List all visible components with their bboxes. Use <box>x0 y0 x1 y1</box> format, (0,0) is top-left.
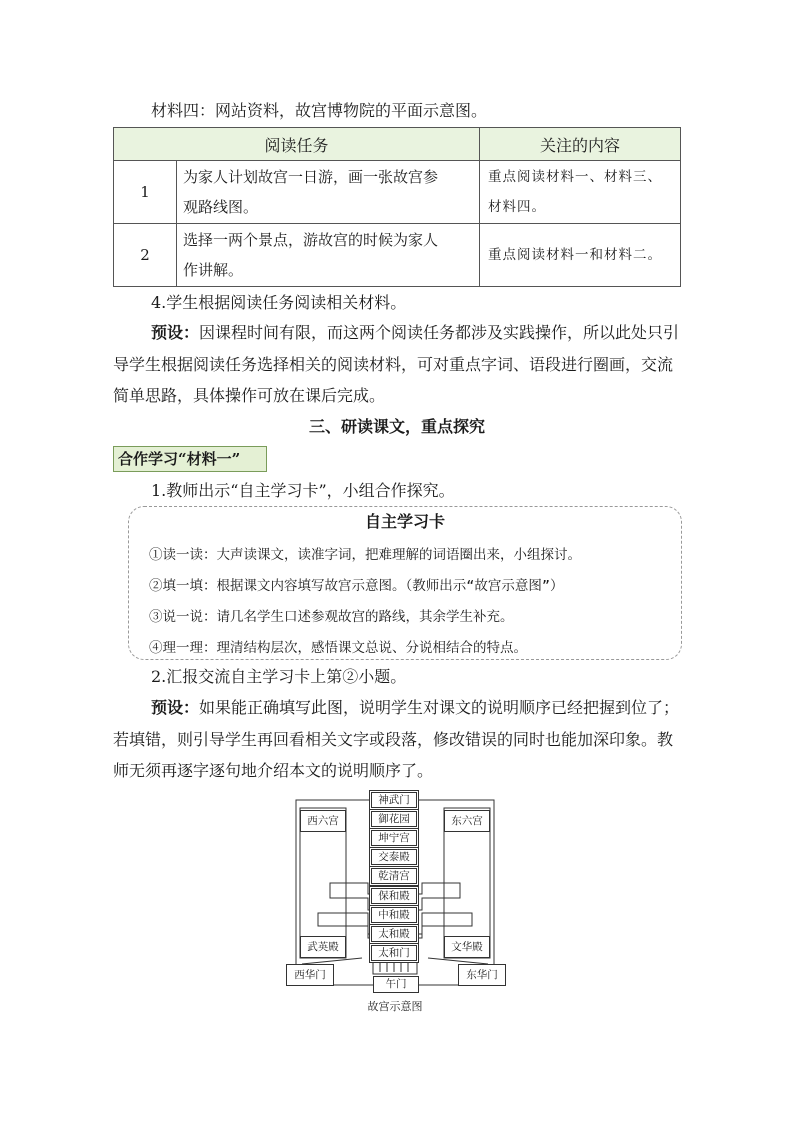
box-label: 太和殿 <box>371 926 417 942</box>
table-row <box>114 161 681 224</box>
section-heading: 三、研读课文，重点探究 <box>308 417 485 436</box>
table-header-row <box>114 128 681 161</box>
diagram-caption: 故宫示意图 <box>367 1000 423 1013</box>
section-tag: 合作学习“材料一” <box>113 446 267 472</box>
preset-label: 预设： <box>151 323 200 342</box>
taihe-hall <box>369 924 419 944</box>
box-label: 中和殿 <box>371 907 417 923</box>
step-4: 4.学生根据阅读任务阅读相关材料。 <box>151 293 407 312</box>
material-four-intro: 材料四：网站资料，故宫博物院的平面示意图。 <box>151 101 488 120</box>
row-task <box>177 161 480 224</box>
donghua-gate: 东华门 <box>458 964 506 986</box>
xihua-gate: 西华门 <box>286 964 334 986</box>
box-label: 御花园 <box>371 811 417 827</box>
zhonghe-hall <box>369 905 419 925</box>
box-label: 神武门 <box>371 792 417 808</box>
header-reading-task: 阅读任务 <box>114 128 480 161</box>
row-number: 2 <box>114 224 177 287</box>
box-label: 坤宁宫 <box>371 830 417 846</box>
taihe-gate <box>369 943 419 963</box>
preset-label: 预设： <box>151 698 200 717</box>
east-six-palaces: 东六宫 <box>444 810 490 832</box>
row-focus <box>480 224 681 287</box>
jiaotai-hall <box>369 847 419 867</box>
preset-paragraph-2-line2: 若填错，则引导学生再回看相关文字或段落，修改错误的同时也能加深印象。教 <box>113 730 674 749</box>
focus-line: 材料四。 <box>488 199 546 215</box>
reading-task-table <box>113 127 681 287</box>
box-label: 太和门 <box>371 945 417 961</box>
card-item: ④理一理：理清结构层次，感悟课文总说、分说相结合的特点。 <box>149 640 527 656</box>
preset-paragraph-1 <box>151 319 679 347</box>
preset-paragraph-1-line3: 简单思路，具体操作可放在课后完成。 <box>113 386 386 405</box>
box-label: 交泰殿 <box>371 849 417 865</box>
forbidden-city-diagram <box>280 786 510 1016</box>
task-line: 观路线图。 <box>183 198 259 216</box>
kunning-palace <box>369 828 419 848</box>
row-task <box>177 224 480 287</box>
preset-paragraph-2-line3: 师无须再逐字逐句地介绍本文的说明顺序了。 <box>113 761 434 780</box>
card-item: ①读一读：大声读课文，读准字词，把难理解的词语圈出来，小组探讨。 <box>149 547 581 563</box>
task-line: 选择一两个景点，游故宫的时候为家人 <box>183 231 439 249</box>
card-title: 自主学习卡 <box>364 512 445 531</box>
box-label: 乾清宫 <box>371 868 417 884</box>
row-focus <box>480 161 681 224</box>
shenwu-gate <box>369 790 419 810</box>
baohe-hall <box>369 886 419 906</box>
imperial-garden <box>369 809 419 829</box>
step-1: 1.教师出示“自主学习卡”，小组合作探究。 <box>151 481 455 500</box>
task-line: 为家人计划故宫一日游，画一张故宫参 <box>183 168 439 186</box>
focus-line: 重点阅读材料一和材料二。 <box>488 247 662 263</box>
card-item: ②填一填：根据课文内容填写故宫示意图。（教师出示“故宫示意图”） <box>149 578 564 594</box>
qianqing-palace <box>369 866 419 886</box>
step-2: 2.汇报交流自主学习卡上第②小题。 <box>151 667 407 686</box>
wenhua-hall: 文华殿 <box>444 936 490 958</box>
table-row <box>114 224 681 287</box>
preset-paragraph-2 <box>151 694 679 722</box>
box-label: 保和殿 <box>371 888 417 904</box>
task-line: 作讲解。 <box>183 261 244 279</box>
wu-gate: 午门 <box>373 976 419 993</box>
self-study-card <box>128 506 682 660</box>
preset-text: 如果能正确填写此图，说明学生对课文的说明顺序已经把握到位了； <box>199 698 680 717</box>
card-item: ③说一说：请几名学生口述参观故宫的路线，其余学生补充。 <box>149 609 514 625</box>
header-focus-content: 关注的内容 <box>480 128 681 161</box>
wuying-hall: 武英殿 <box>300 936 346 958</box>
preset-paragraph-1-line2: 导学生根据阅读任务选择相关的阅读材料，可对重点字词、语段进行圈画，交流 <box>113 355 674 374</box>
west-six-palaces: 西六宫 <box>300 810 346 832</box>
row-number: 1 <box>114 161 177 224</box>
preset-text: 因课程时间有限，而这两个阅读任务都涉及实践操作，所以此处只引 <box>199 323 680 342</box>
focus-line: 重点阅读材料一、材料三、 <box>488 169 662 185</box>
